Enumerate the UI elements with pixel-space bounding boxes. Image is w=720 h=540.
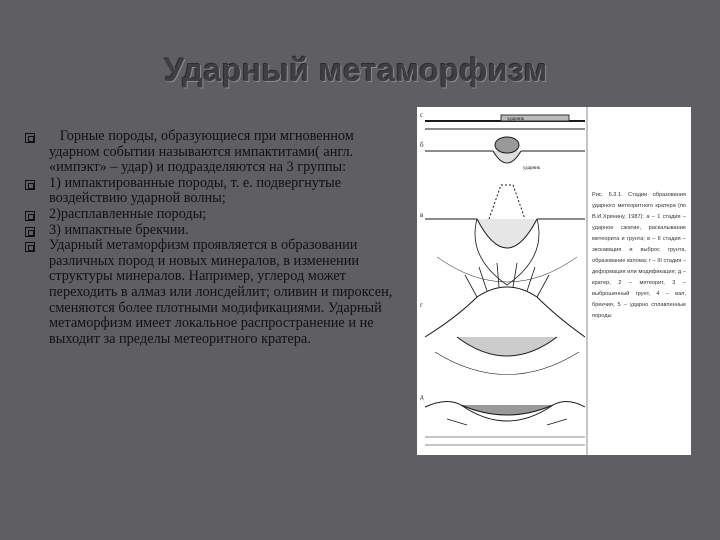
bullet-list (25, 129, 397, 347)
bullet-item (25, 223, 397, 239)
bullet-item (25, 176, 397, 207)
bullet-text: 1) импактированные породы, т. е. подвергнутые воздействию ударной волны; (49, 174, 342, 207)
stage-label: в (420, 211, 424, 219)
bullet-text: 2)расплавленные породы; (49, 205, 207, 222)
bullet-square-icon (25, 227, 35, 237)
bullet-square-icon (25, 211, 35, 221)
bullet-square-icon (25, 180, 35, 190)
stage-label: д (420, 393, 424, 401)
stage-label: г (420, 301, 423, 309)
bullet-item (25, 207, 397, 223)
projectile-bar-label: ударник (507, 117, 525, 122)
bullet-text: Ударный метаморфизм проявляется в образовании различных пород и новых минералов, в изменении структуры минералов. Например, углерод может переходить в алмаз или лонсдейлит; оливин и пироксен, сменяются более плотными модификациями. Ударный метаморфизм имеет локальное распространение и не выходит за пределы метеоритного кратера. (49, 237, 393, 347)
bullet-text: 3) импактные брекчии. (49, 221, 189, 238)
stage-label: с (420, 111, 424, 119)
stage-label: б (420, 141, 424, 149)
bullet-item (25, 129, 397, 176)
bullet-text: Горные породы, образующиеся при мгновенном ударном событии называются импактитами( англ. «импэкт» – удар) и подразделяются на 3 группы: (49, 128, 358, 176)
projectile-label: ударник (523, 166, 541, 171)
bullet-square-icon (25, 133, 35, 143)
bullet-item (25, 238, 397, 347)
bullet-square-icon (25, 242, 35, 252)
figure-caption: Рис. 6.3.1. Стадии образования ударного метеоритного кратера (по В.И.Хрянину, 1987): а – 1 стадия – ударное сжатие, раскалывание метеорита и грунта; в – II стадия – экскавация и выброс грунта, образование взлома; г – III стадия – деформация или модификация; д – кратер, 2 – метеорит, 3 – выброшенный грунт, 4 – вал, брекчия, 5 – ударно сплавленные породы (592, 192, 686, 319)
slide-title: Ударный метаморфизм (164, 52, 548, 88)
